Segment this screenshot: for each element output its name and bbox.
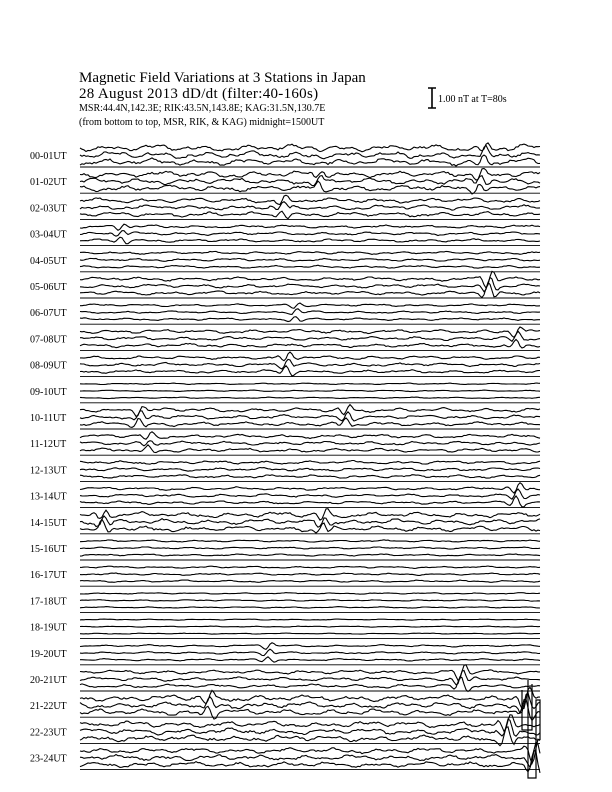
station-trace [80, 509, 540, 520]
station-trace [80, 593, 540, 595]
hour-row [30, 327, 540, 350]
date-filter-line: 28 August 2013 dD/dt (filter:40-160s) [79, 86, 319, 102]
row-label: 16-17UT [30, 570, 67, 582]
station-trace [80, 195, 540, 204]
hour-row [30, 665, 540, 692]
station-trace [80, 202, 540, 211]
row-label: 20-21UT [30, 675, 67, 686]
row-label: 07-08UT [30, 334, 67, 346]
station-trace [80, 573, 540, 575]
station-trace [80, 258, 540, 261]
row-label: 13-14UT [30, 491, 67, 503]
row-label: 11-12UT [30, 439, 67, 451]
hour-row [30, 619, 540, 639]
hour-row [30, 739, 540, 773]
row-label: 23-24UT [30, 753, 67, 765]
row-label: 14-15UT [30, 517, 67, 529]
station-trace [80, 665, 540, 681]
station-trace [80, 657, 540, 662]
hour-row [30, 195, 540, 219]
station-trace [80, 727, 540, 746]
row-label: 05-06UT [30, 282, 67, 293]
station-trace [80, 626, 540, 627]
hour-row [30, 251, 540, 271]
hour-row [30, 169, 540, 195]
scale-bar-label: 1.00 nT at T=80s [438, 94, 507, 105]
station-trace [80, 231, 540, 236]
row-label: 01-02UT [30, 177, 67, 189]
station-trace [80, 649, 540, 655]
station-trace [80, 566, 540, 568]
row-label: 02-03UT [30, 203, 67, 215]
station-trace [80, 633, 540, 634]
station-trace [80, 211, 540, 219]
station-coordinates: MSR:44.4N,142.3E; RIK:43.5N,143.8E; KAG:31.5N,130.7E [79, 103, 326, 114]
hour-row [30, 643, 540, 665]
station-trace [80, 418, 540, 428]
station-trace [80, 309, 540, 315]
station-trace [80, 181, 540, 194]
station-trace [80, 441, 540, 446]
station-trace [80, 366, 540, 376]
station-trace [80, 461, 540, 465]
chart-title: Magnetic Field Variations at 3 Stations in Japan [79, 70, 366, 86]
station-trace [80, 445, 540, 453]
station-trace [80, 643, 540, 650]
station-trace [80, 483, 540, 493]
station-trace [80, 390, 540, 392]
hour-row [30, 593, 540, 613]
station-trace [80, 339, 540, 348]
row-label: 17-18UT [30, 596, 67, 608]
station-trace [80, 176, 540, 186]
row-label: 04-05UT [30, 255, 67, 267]
station-trace [80, 607, 540, 609]
row-label: 12-13UT [30, 465, 67, 477]
station-trace [80, 489, 540, 499]
hour-row [30, 383, 540, 403]
scale-bar-glyph [428, 88, 436, 108]
station-trace [80, 468, 540, 472]
hour-row [30, 271, 540, 298]
station-trace [80, 600, 540, 602]
hour-row [30, 432, 540, 455]
hour-row [30, 143, 540, 167]
station-trace [80, 327, 540, 337]
station-trace [80, 397, 540, 399]
station-trace [80, 516, 540, 527]
station-trace [80, 547, 540, 549]
station-trace [80, 352, 540, 361]
scale-bar [428, 88, 436, 108]
station-trace [80, 411, 540, 421]
hour-row [30, 405, 540, 429]
hour-row [30, 566, 540, 586]
station-trace [80, 271, 540, 288]
hour-row [30, 224, 540, 245]
station-trace [80, 317, 540, 322]
station-trace [80, 383, 540, 385]
hour-rows [30, 143, 540, 778]
row-label: 22-23UT [30, 727, 67, 739]
station-order-note: (from bottom to top, MSR, RIK, & KAG) midnight=1500UT [79, 117, 325, 128]
row-label: 08-09UT [30, 360, 67, 372]
station-trace [80, 496, 540, 507]
row-label: 15-16UT [30, 544, 67, 555]
hour-row [30, 509, 540, 534]
row-label: 00-01UT [30, 151, 67, 162]
station-trace [80, 693, 540, 713]
station-trace [80, 540, 540, 542]
station-trace [80, 580, 540, 582]
station-trace [80, 719, 540, 736]
hour-row [30, 303, 540, 324]
hour-row [30, 352, 540, 377]
hour-row [30, 687, 540, 720]
station-trace [80, 619, 540, 620]
row-label: 06-07UT [30, 308, 67, 320]
station-trace [80, 519, 540, 533]
station-trace [80, 265, 540, 268]
row-label: 21-22UT [30, 701, 67, 713]
station-trace [80, 224, 540, 230]
row-label: 09-10UT [30, 386, 67, 398]
station-trace [80, 251, 540, 254]
hour-row [30, 715, 540, 746]
row-label: 03-04UT [30, 229, 67, 241]
station-trace [80, 303, 540, 308]
row-label: 19-20UT [30, 648, 67, 660]
station-trace [80, 143, 540, 152]
station-trace [80, 432, 540, 439]
station-trace [80, 169, 540, 181]
hour-row [30, 461, 540, 482]
station-trace [80, 475, 540, 478]
hour-row [30, 540, 540, 560]
station-trace [80, 687, 540, 709]
hour-row [30, 483, 540, 508]
row-label: 10-11UT [30, 413, 67, 424]
station-trace [80, 359, 540, 369]
station-trace [80, 237, 540, 244]
station-trace [80, 405, 540, 417]
station-trace [80, 554, 540, 556]
row-label: 18-19UT [30, 622, 67, 634]
